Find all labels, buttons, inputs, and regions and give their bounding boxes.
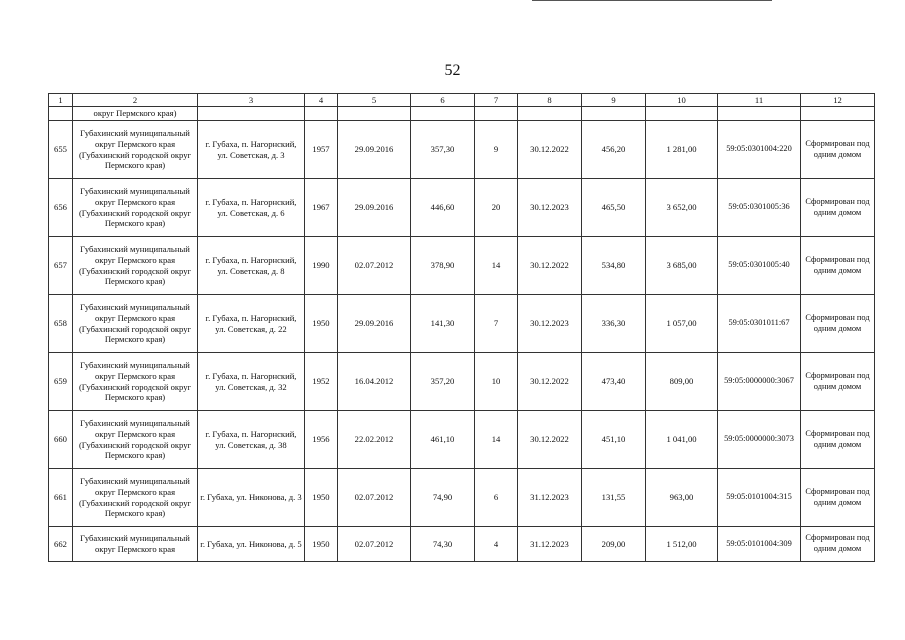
address-cell: г. Губаха, п. Нагорнский, ул. Советская, д. 6 xyxy=(198,179,305,237)
count-cell: 14 xyxy=(475,411,518,469)
area-cell: 141,30 xyxy=(411,295,475,353)
municipality-cell: Губахинский муниципальный округ Пермского края (Губахинский городской округ Пермского края) xyxy=(73,121,198,179)
page-number: 52 xyxy=(444,62,461,79)
year-cell: 1950 xyxy=(305,527,338,562)
year-cell: 1950 xyxy=(305,469,338,527)
year-cell: 1990 xyxy=(305,237,338,295)
count-cell: 7 xyxy=(475,295,518,353)
area-b-cell: 209,00 xyxy=(582,527,646,562)
address-cell: г. Губаха, ул. Никонова, д. 5 xyxy=(198,527,305,562)
column-header: 9 xyxy=(582,94,646,107)
municipality-cell: Губахинский муниципальный округ Пермского края (Губахинский городской округ Пермского края) xyxy=(73,469,198,527)
date-b-cell: 30.12.2022 xyxy=(518,121,582,179)
area-cell: 74,90 xyxy=(411,469,475,527)
date-b-cell: 31.12.2023 xyxy=(518,527,582,562)
area-b-cell: 451,10 xyxy=(582,411,646,469)
row-number: 659 xyxy=(49,353,73,411)
amount-cell: 1 512,00 xyxy=(646,527,718,562)
status-cell: Сформирован под одним домом xyxy=(801,527,875,562)
column-header: 3 xyxy=(198,94,305,107)
municipality-cell: Губахинский муниципальный округ Пермского края (Губахинский городской округ Пермского края) xyxy=(73,411,198,469)
table-row xyxy=(49,469,875,527)
cadastral-cell: 59:05:0000000:3073 xyxy=(718,411,801,469)
status-cell: Сформирован под одним домом xyxy=(801,121,875,179)
status-cell: Сформирован под одним домом xyxy=(801,237,875,295)
status-cell: Сформирован под одним домом xyxy=(801,469,875,527)
amount-cell: 3 652,00 xyxy=(646,179,718,237)
date-a-cell: 29.09.2016 xyxy=(338,179,411,237)
table-row xyxy=(49,179,875,237)
table-row xyxy=(49,121,875,179)
date-b-cell: 30.12.2022 xyxy=(518,353,582,411)
area-cell: 357,20 xyxy=(411,353,475,411)
date-b-cell: 30.12.2022 xyxy=(518,237,582,295)
amount-cell: 1 041,00 xyxy=(646,411,718,469)
cadastral-cell: 59:05:0000000:3067 xyxy=(718,353,801,411)
area-b-cell: 465,50 xyxy=(582,179,646,237)
municipality-cell: Губахинский муниципальный округ Пермского края (Губахинский городской округ Пермского края) xyxy=(73,295,198,353)
row-number: 660 xyxy=(49,411,73,469)
count-cell: 10 xyxy=(475,353,518,411)
column-header: 5 xyxy=(338,94,411,107)
column-header: 8 xyxy=(518,94,582,107)
column-header: 11 xyxy=(718,94,801,107)
continuation-row xyxy=(49,107,875,121)
status-cell: Сформирован под одним домом xyxy=(801,179,875,237)
top-rule xyxy=(532,0,772,1)
area-cell: 446,60 xyxy=(411,179,475,237)
area-b-cell: 473,40 xyxy=(582,353,646,411)
address-cell: г. Губаха, п. Нагорнский, ул. Советская, д. 32 xyxy=(198,353,305,411)
year-cell: 1952 xyxy=(305,353,338,411)
area-b-cell: 131,55 xyxy=(582,469,646,527)
date-b-cell: 30.12.2022 xyxy=(518,411,582,469)
amount-cell: 1 281,00 xyxy=(646,121,718,179)
address-cell: г. Губаха, п. Нагорнский, ул. Советская, д. 3 xyxy=(198,121,305,179)
area-b-cell: 336,30 xyxy=(582,295,646,353)
count-cell: 14 xyxy=(475,237,518,295)
row-number: 655 xyxy=(49,121,73,179)
municipality-cell: Губахинский муниципальный округ Пермского края (Губахинский городской округ Пермского края) xyxy=(73,237,198,295)
area-cell: 357,30 xyxy=(411,121,475,179)
table-row xyxy=(49,295,875,353)
year-cell: 1967 xyxy=(305,179,338,237)
cadastral-cell: 59:05:0101004:309 xyxy=(718,527,801,562)
date-a-cell: 29.09.2016 xyxy=(338,295,411,353)
column-header: 4 xyxy=(305,94,338,107)
date-b-cell: 30.12.2023 xyxy=(518,295,582,353)
cadastral-cell: 59:05:0301004:220 xyxy=(718,121,801,179)
amount-cell: 3 685,00 xyxy=(646,237,718,295)
address-cell: г. Губаха, ул. Никонова, д. 3 xyxy=(198,469,305,527)
amount-cell: 809,00 xyxy=(646,353,718,411)
count-cell: 20 xyxy=(475,179,518,237)
column-header: 12 xyxy=(801,94,875,107)
area-b-cell: 534,80 xyxy=(582,237,646,295)
column-header: 1 xyxy=(49,94,73,107)
continuation-text: округ Пермского края) xyxy=(73,107,198,121)
row-number: 661 xyxy=(49,469,73,527)
count-cell: 4 xyxy=(475,527,518,562)
date-a-cell: 02.07.2012 xyxy=(338,469,411,527)
year-cell: 1956 xyxy=(305,411,338,469)
municipality-cell: Губахинский муниципальный округ Пермского края xyxy=(73,527,198,562)
row-number: 658 xyxy=(49,295,73,353)
area-b-cell: 456,20 xyxy=(582,121,646,179)
status-cell: Сформирован под одним домом xyxy=(801,411,875,469)
count-cell: 6 xyxy=(475,469,518,527)
status-cell: Сформирован под одним домом xyxy=(801,353,875,411)
date-a-cell: 22.02.2012 xyxy=(338,411,411,469)
registry-table xyxy=(48,93,875,562)
row-number: 656 xyxy=(49,179,73,237)
count-cell: 9 xyxy=(475,121,518,179)
table-row xyxy=(49,237,875,295)
year-cell: 1950 xyxy=(305,295,338,353)
year-cell: 1957 xyxy=(305,121,338,179)
column-header: 10 xyxy=(646,94,718,107)
date-a-cell: 16.04.2012 xyxy=(338,353,411,411)
amount-cell: 963,00 xyxy=(646,469,718,527)
date-a-cell: 29.09.2016 xyxy=(338,121,411,179)
table-row xyxy=(49,411,875,469)
column-number-row xyxy=(49,94,875,107)
area-cell: 378,90 xyxy=(411,237,475,295)
address-cell: г. Губаха, п. Нагорнский, ул. Советская, д. 38 xyxy=(198,411,305,469)
row-number: 662 xyxy=(49,527,73,562)
cadastral-cell: 59:05:0301005:40 xyxy=(718,237,801,295)
address-cell: г. Губаха, п. Нагорнский, ул. Советская, д. 22 xyxy=(198,295,305,353)
table-row xyxy=(49,353,875,411)
date-b-cell: 30.12.2023 xyxy=(518,179,582,237)
address-cell: г. Губаха, п. Нагорнский, ул. Советская, д. 8 xyxy=(198,237,305,295)
area-cell: 74,30 xyxy=(411,527,475,562)
date-a-cell: 02.07.2012 xyxy=(338,237,411,295)
cadastral-cell: 59:05:0101004:315 xyxy=(718,469,801,527)
date-b-cell: 31.12.2023 xyxy=(518,469,582,527)
column-header: 6 xyxy=(411,94,475,107)
column-header: 2 xyxy=(73,94,198,107)
municipality-cell: Губахинский муниципальный округ Пермского края (Губахинский городской округ Пермского края) xyxy=(73,179,198,237)
municipality-cell: Губахинский муниципальный округ Пермского края (Губахинский городской округ Пермского края) xyxy=(73,353,198,411)
row-number: 657 xyxy=(49,237,73,295)
amount-cell: 1 057,00 xyxy=(646,295,718,353)
area-cell: 461,10 xyxy=(411,411,475,469)
cadastral-cell: 59:05:0301005:36 xyxy=(718,179,801,237)
date-a-cell: 02.07.2012 xyxy=(338,527,411,562)
column-header: 7 xyxy=(475,94,518,107)
status-cell: Сформирован под одним домом xyxy=(801,295,875,353)
cadastral-cell: 59:05:0301011:67 xyxy=(718,295,801,353)
table-row xyxy=(49,527,875,562)
